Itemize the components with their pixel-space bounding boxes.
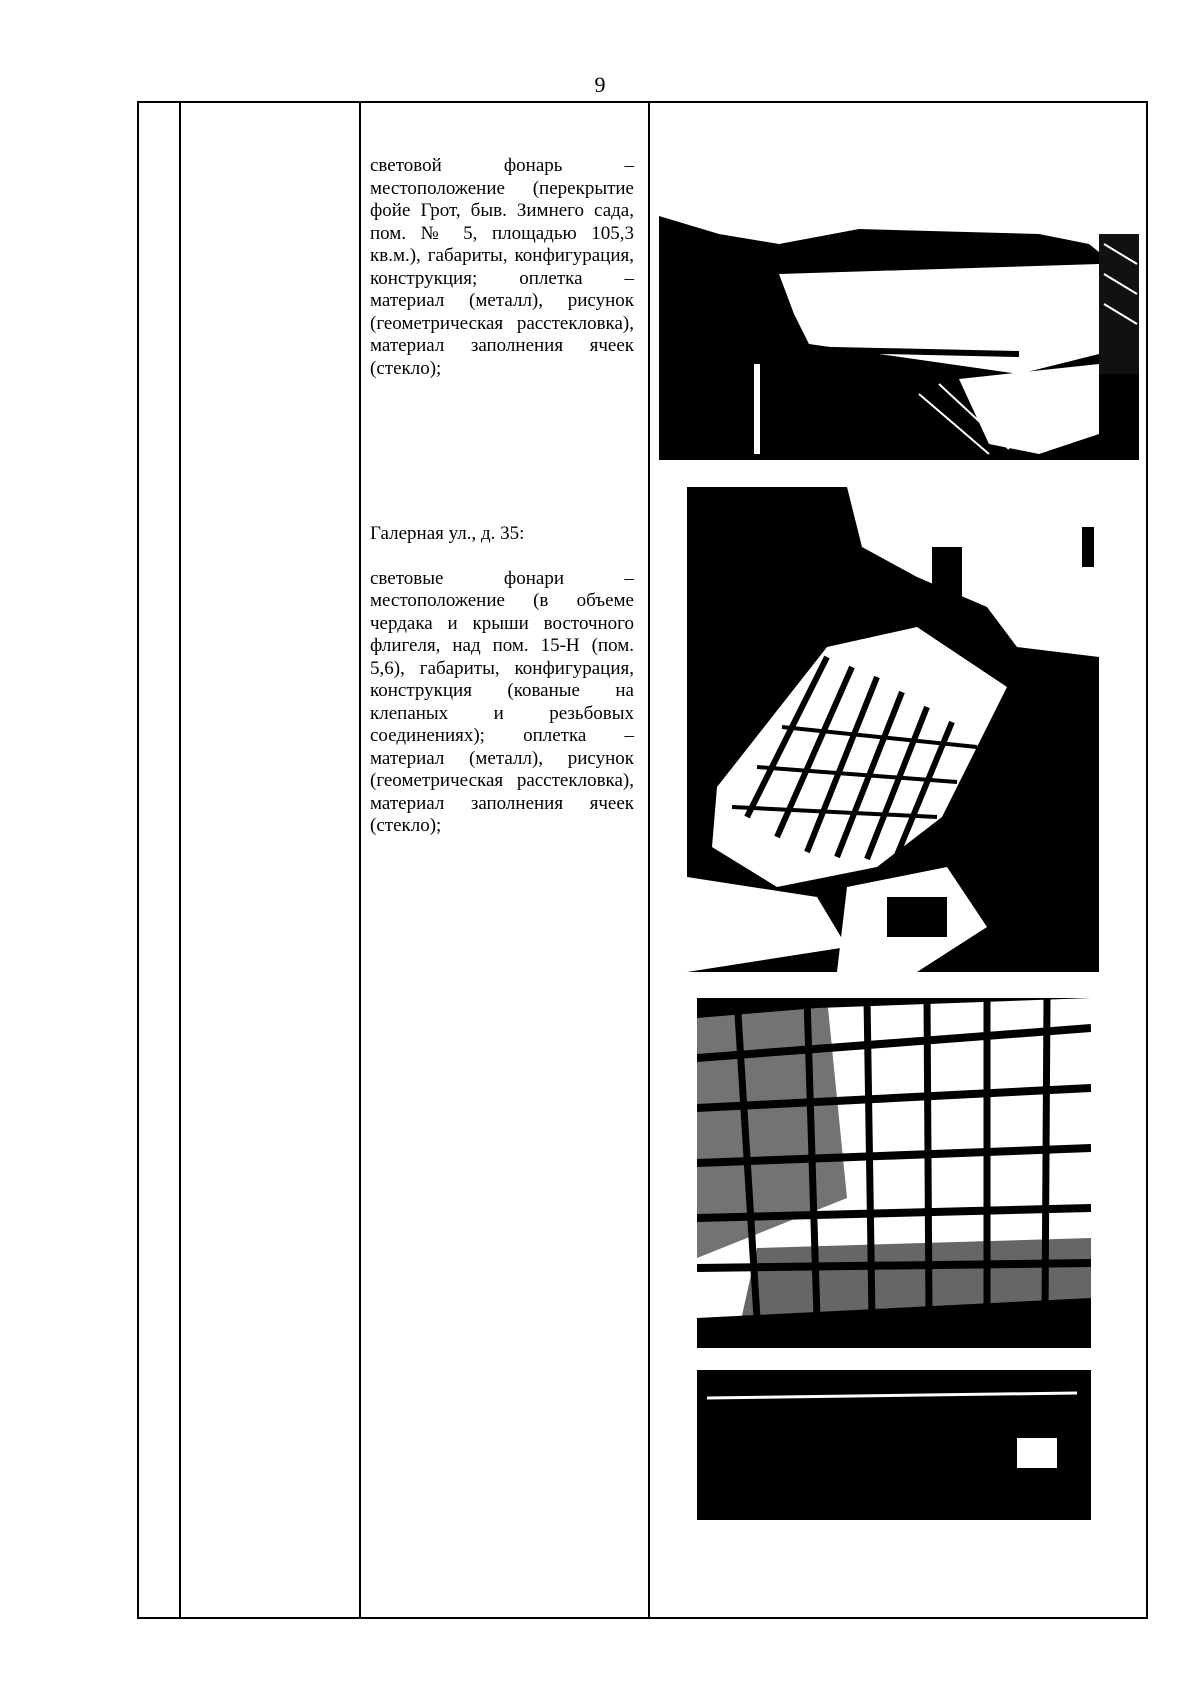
column-divider-1	[179, 103, 181, 1617]
page-number: 9	[594, 72, 606, 97]
photo-skylight-wing-exterior	[687, 487, 1099, 972]
column-divider-2	[359, 103, 361, 1617]
entry-1-description: световой фонарь – местоположение (перекрытие фойе Грот, быв. Зимнего сада, пом. № 5, площадью 105,3 кв.м.), габариты, конфигурация, конструкция; оплетка – материал (металл), рисунок (геометрическая расстекловка), материал заполнения ячеек (стекло);	[370, 155, 634, 379]
entry-2-description: световые фонари – местоположение (в объеме чердака и крыши восточного флигеля, над пом. 15-Н (пом. 5,6), габариты, конфигурация, конструкция (кованые на клепаных и резьбовых соединениях); оплетка – материал (металл), рисунок (геометрическая расстекловка), материал заполнения ячеек (стекло);	[370, 567, 634, 836]
entry-2-address: Галерная ул., д. 35:	[370, 523, 525, 544]
photo-skylight-foyer	[659, 204, 1139, 460]
photo-skylight-interior	[697, 998, 1091, 1520]
entry-1-text	[370, 155, 634, 380]
entry-2-text	[370, 523, 634, 838]
column-divider-3	[648, 103, 650, 1617]
